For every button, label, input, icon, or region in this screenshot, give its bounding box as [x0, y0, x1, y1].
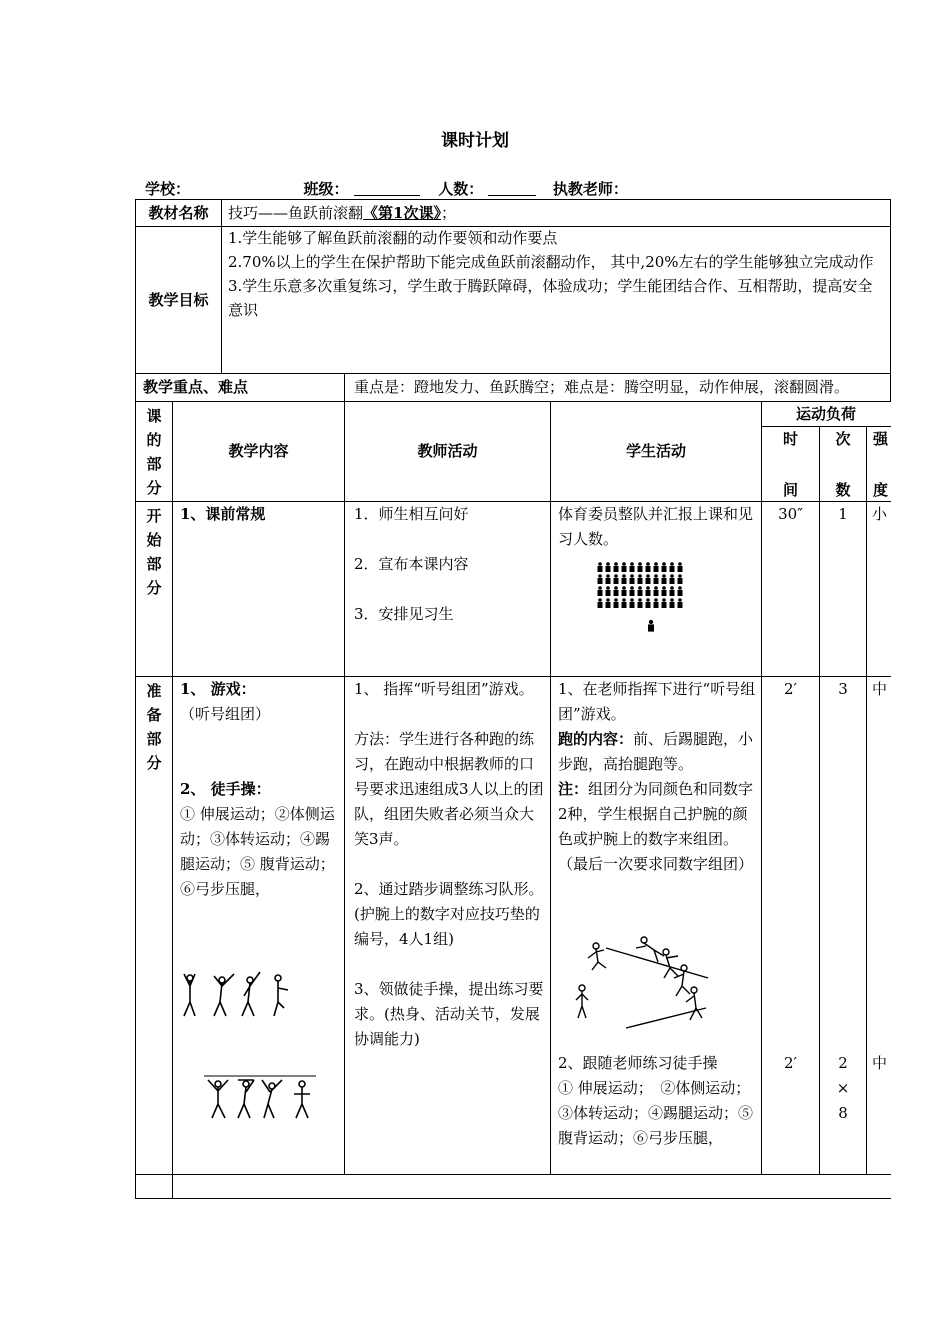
student-figure-head [678, 574, 682, 578]
student-figure-head [646, 598, 650, 602]
gym-items: ① 伸展运动；②体侧运动；③体转运动；④踢腿运动；⑤ 腹背运动；⑥弓步压腿， [180, 805, 335, 898]
gym-title: 2、 徒手操： [180, 780, 271, 798]
start-part: 开始部分 [146, 507, 162, 597]
col-time: 时 间 [782, 430, 798, 499]
student-figure-head [662, 586, 666, 590]
student-figure-head [646, 574, 650, 578]
student-figure-head [646, 562, 650, 566]
student-figure-head [598, 598, 602, 602]
teacher-method: 方法：学生进行各种跑的练习，在跑动中根据教师的口号要求迅速组成3人以上的团队，组团失败者必须当众大笑3声。 [354, 730, 544, 848]
student-item2: 2、跟随老师练习徒手操 [558, 1054, 718, 1072]
student-figure-body [662, 566, 667, 572]
student-figure-body [662, 602, 667, 608]
student-figure-body [630, 602, 635, 608]
student-figure-head [606, 598, 610, 602]
material-emph: 《第1次课》 [363, 204, 441, 222]
student-figure-body [598, 602, 603, 608]
student-figure-head [622, 562, 626, 566]
student-figure-head [638, 562, 642, 566]
student-item1: 1、在老师指挥下进行“听号组团”游戏。 [558, 680, 756, 723]
student-figure-head [670, 598, 674, 602]
student-gym-items: ① 伸展运动； ②体侧运动；③体转运动；④踢腿运动；⑤腹背运动；⑥弓步压腿， [558, 1079, 754, 1147]
material-value [228, 200, 878, 226]
student-figure-body [606, 590, 611, 596]
student-figure-head [630, 598, 634, 602]
start-count: 1 [838, 505, 848, 523]
material-end: ； [440, 204, 456, 222]
student-figure-body [622, 590, 627, 596]
student-figure-head [606, 574, 610, 578]
student-figure-body [614, 566, 619, 572]
goal-2: 2.70%以上的学生在保护帮助下能完成鱼跃前滚翻动作， 其中,20%左右的学生能够独立完成动作 [228, 253, 874, 271]
teacher-label: 执教老师： [552, 180, 628, 198]
student-run: 跑的内容：前、后踢腿跑，小步跑，高抬腿跑等。 [558, 730, 754, 773]
material-plain: 技巧——鱼跃前滚翻 [228, 204, 364, 222]
student-figure-head [662, 562, 666, 566]
page-title: 课时计划 [441, 131, 509, 151]
student-figure-body [598, 566, 603, 572]
prep-count1: 3 [838, 680, 848, 698]
start-time: 30″ [778, 505, 803, 523]
keypoints-value: 重点是：蹬地发力、鱼跃腾空；难点是：腾空明显，动作伸展，滚翻圆滑。 [354, 378, 850, 396]
student-figure-body [670, 602, 675, 608]
student-figure-body [614, 578, 619, 584]
student-figure-body [614, 590, 619, 596]
student-figure-head [622, 598, 626, 602]
student-figure-body [678, 578, 683, 584]
student-figure-body [622, 602, 627, 608]
student-figure-body [638, 602, 643, 608]
student-figure-head [654, 598, 658, 602]
material-label: 教材名称 [148, 204, 209, 222]
student-figure-head [630, 574, 634, 578]
student-figure-head [598, 574, 602, 578]
teacher-item2: 2、通过踏步调整练习队形。(护腕上的数字对应技巧垫的编号，4人1组) [354, 880, 544, 948]
student-figure-head [662, 598, 666, 602]
student-figure-head [630, 586, 634, 590]
student-figure-head [622, 574, 626, 578]
student-figure-head [670, 586, 674, 590]
class-blank [354, 181, 420, 196]
student-figure-body [622, 578, 627, 584]
student-figure-head [638, 574, 642, 578]
student-figure-body [648, 624, 654, 631]
goal-3: 3.学生乐意多次重复练习，学生敢于腾跃障碍，体验成功；学生能团结合作、互相帮助，提高安全意识 [228, 277, 873, 319]
student-figure-head [678, 598, 682, 602]
student-figure-head [654, 586, 658, 590]
prep-intensity2: 中 [872, 1054, 888, 1072]
student-figure-head [654, 574, 658, 578]
prep-count2: 2×8 [836, 1054, 850, 1122]
col-load: 运动负荷 [795, 405, 856, 423]
game-title: 1、 游戏： [180, 680, 256, 698]
col-part: 课的部分 [146, 407, 162, 497]
student-figure-head [614, 562, 618, 566]
game-name: （听号组团） [180, 705, 271, 723]
student-figure-body [606, 578, 611, 584]
exercise-sketch-1 [178, 968, 298, 1024]
student-figure-head [614, 598, 618, 602]
student-figure-head [606, 562, 610, 566]
col-content: 教学内容 [228, 442, 289, 460]
start-teacher: 1．师生相互问好 2．宣布本课内容 3．安排见习生 [354, 505, 469, 623]
student-figure-head [670, 574, 674, 578]
student-figure-body [662, 578, 667, 584]
start-student: 体育委员整队并汇报上课和见习人数。 [558, 505, 754, 548]
student-figure-body [630, 590, 635, 596]
student-figure-body [630, 566, 635, 572]
student-figure-body [670, 566, 675, 572]
header-fields [145, 178, 628, 199]
student-note-last: （最后一次要求同数字组团） [558, 855, 754, 873]
goals-list [228, 226, 886, 322]
goals-label: 教学目标 [148, 291, 209, 309]
student-figure-body [670, 578, 675, 584]
student-figure-body [646, 578, 651, 584]
student-figure-body [630, 578, 635, 584]
student-figure-head [662, 574, 666, 578]
prep-part: 准备部分 [146, 682, 162, 772]
student-figure-body [654, 590, 659, 596]
student-figure-body [638, 566, 643, 572]
keypoints-label: 教学重点、难点 [143, 378, 249, 396]
student-figure-body [678, 590, 683, 596]
student-figure-head [670, 562, 674, 566]
col-count: 次 数 [835, 430, 851, 499]
student-note: 注：组团分为同颜色和同数字2种，学生根据自己护腕的颜色或护腕上的数字来组团。 [558, 780, 754, 848]
student-figure-body [614, 602, 619, 608]
col-teacher: 教师活动 [417, 442, 478, 460]
student-figure-head [638, 598, 642, 602]
class-label: 班级： [303, 180, 349, 198]
school-label: 学校： [145, 180, 191, 198]
student-figure-head [606, 586, 610, 590]
student-figure-head [630, 562, 634, 566]
student-figure-body [646, 602, 651, 608]
student-figure-head [654, 562, 658, 566]
student-figure-head [678, 562, 682, 566]
col-student: 学生活动 [625, 442, 686, 460]
exercise-sketch-2 [198, 1072, 322, 1122]
student-figure-head [646, 586, 650, 590]
student-figure-body [606, 602, 611, 608]
student-figure-body [654, 578, 659, 584]
student-figure-head [598, 562, 602, 566]
teacher-item3: 3、领做徒手操，提出练习要求。(热身、活动关节，发展协调能力) [354, 980, 544, 1048]
student-figure-head [614, 574, 618, 578]
start-intensity: 小 [872, 505, 888, 523]
goal-1: 1.学生能够了解鱼跃前滚翻的动作要领和动作要点 [228, 229, 558, 247]
prep-intensity1: 中 [872, 680, 888, 698]
teacher-item1: 1、 指挥“听号组团”游戏。 [354, 680, 534, 698]
prep-student [558, 677, 756, 877]
student-figure-body [638, 590, 643, 596]
student-figure-head [678, 586, 682, 590]
prep-time1: 2′ [784, 680, 797, 698]
col-intensity: 强 度 [873, 430, 889, 499]
count-blank [488, 181, 536, 196]
student-figure-body [654, 602, 659, 608]
student-figure-head [614, 586, 618, 590]
prep-student-2 [558, 1051, 756, 1151]
student-figure-body [654, 566, 659, 572]
student-figure-body [606, 566, 611, 572]
start-content: 1、课前常规 [180, 505, 266, 523]
count-label: 人数： [438, 180, 484, 198]
student-figure-body [678, 602, 683, 608]
prep-content [180, 677, 340, 902]
student-figure-body [622, 566, 627, 572]
student-figure-body [646, 566, 651, 572]
prep-time2: 2′ [784, 1054, 797, 1072]
formation-diagram [596, 560, 686, 632]
student-figure-body [662, 590, 667, 596]
game-sketch [566, 928, 716, 1046]
student-figure-head [649, 620, 653, 624]
student-figure-body [598, 590, 603, 596]
student-figure-head [638, 586, 642, 590]
student-figure-head [598, 586, 602, 590]
prep-teacher [354, 677, 546, 1052]
student-figure-head [622, 586, 626, 590]
student-figure-body [670, 590, 675, 596]
student-figure-body [598, 578, 603, 584]
student-figure-body [678, 566, 683, 572]
student-figure-body [638, 578, 643, 584]
student-figure-body [646, 590, 651, 596]
